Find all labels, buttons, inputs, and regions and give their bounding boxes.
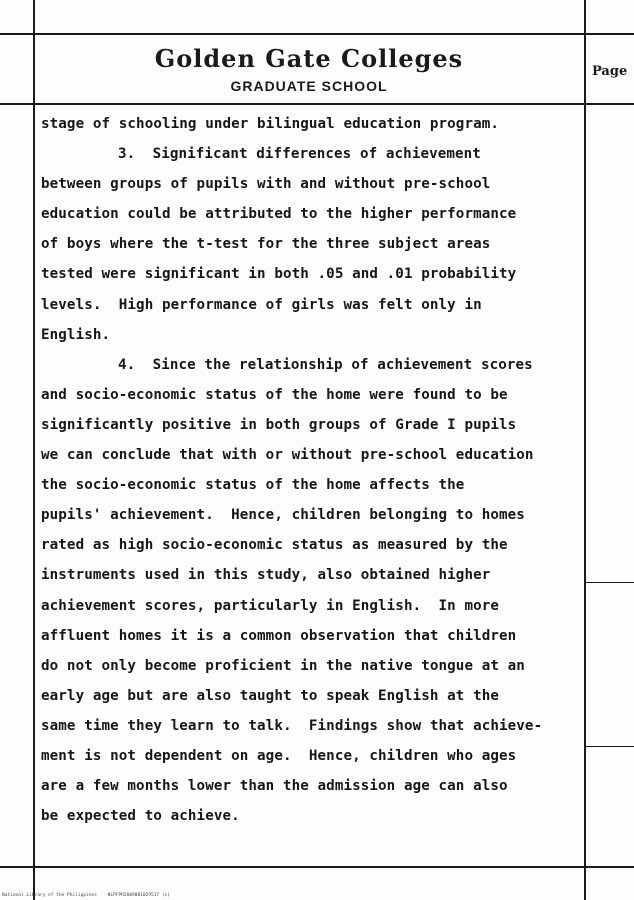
text-line: education could be attributed to the higher performance bbox=[41, 206, 517, 223]
text-line: instruments used in this study, also obtained higher bbox=[41, 567, 491, 584]
text-line: be expected to achieve. bbox=[41, 808, 240, 825]
text-line: levels. High performance of girls was felt only in bbox=[41, 296, 482, 313]
body-text bbox=[41, 114, 601, 836]
text-line: English. bbox=[41, 326, 111, 343]
left-margin-rule bbox=[33, 0, 35, 900]
text-line: are a few months lower than the admission age can also bbox=[41, 778, 508, 795]
text-line: same time they learn to talk. Findings show that achieve- bbox=[41, 717, 543, 734]
text-line: the socio-economic status of the home affects the bbox=[41, 477, 465, 494]
text-line: achievement scores, particularly in English. In more bbox=[41, 597, 500, 614]
text-line: 4. Since the relationship of achievement scores bbox=[118, 356, 533, 373]
top-rule bbox=[0, 33, 634, 35]
institution-title: Golden Gate Colleges bbox=[154, 44, 464, 73]
text-line: affluent homes it is a common observation that children bbox=[41, 627, 517, 644]
school-subtitle: GRADUATE SCHOOL bbox=[230, 78, 388, 94]
bottom-rule bbox=[0, 866, 634, 868]
text-line: and socio-economic status of the home were found to be bbox=[41, 386, 508, 403]
footer-note: National Library of the Philippines NLPFPR2009001029517 (c) bbox=[2, 893, 170, 898]
text-line: between groups of pupils with and without pre-school bbox=[41, 176, 491, 193]
text-line: of boys where the t-test for the three subject areas bbox=[41, 236, 491, 253]
text-line: significantly positive in both groups of Grade I pupils bbox=[41, 416, 517, 433]
text-line: pupils' achievement. Hence, children belonging to homes bbox=[41, 507, 525, 524]
text-line: ment is not dependent on age. Hence, children who ages bbox=[41, 747, 517, 764]
text-line: we can conclude that with or without pre-school education bbox=[41, 447, 534, 464]
text-line: stage of schooling under bilingual education program. bbox=[41, 116, 500, 132]
text-line: early age but are also taught to speak English at the bbox=[41, 687, 500, 704]
text-line: do not only become proficient in the native tongue at an bbox=[41, 657, 525, 674]
text-line: tested were significant in both .05 and .01 probability bbox=[41, 266, 517, 283]
header-rule bbox=[0, 103, 634, 105]
page-label: Page bbox=[592, 64, 628, 79]
text-line: 3. Significant differences of achievement bbox=[118, 146, 481, 163]
text-line: rated as high socio-economic status as measured by the bbox=[41, 537, 508, 554]
